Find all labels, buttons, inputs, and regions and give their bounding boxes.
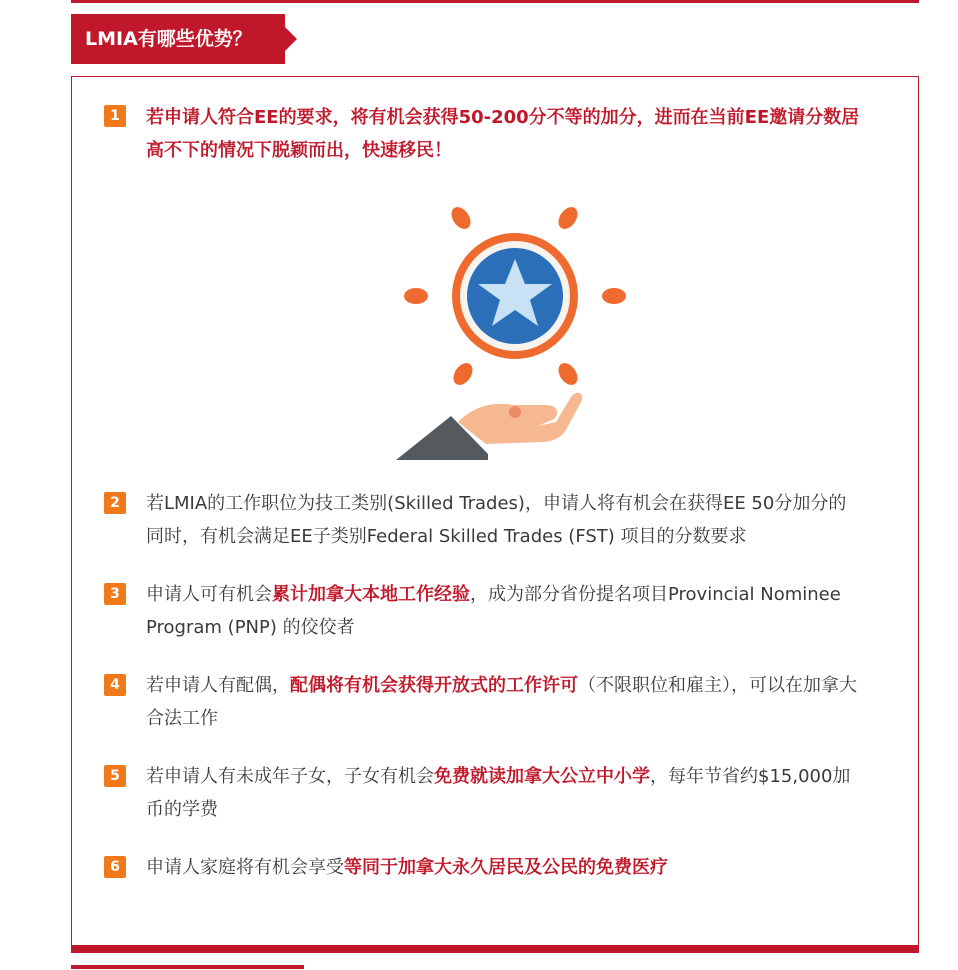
item-text-post: ，每年节省约$15,000加币的学费 — [146, 766, 851, 820]
item-text — [146, 578, 860, 644]
item-text-post: （不限职位和雇主），可以在加拿大合法工作 — [146, 675, 857, 729]
item-text-highlight: 等同于加拿大永久居民及公民的免费医疗 — [344, 857, 668, 878]
star-badge-illustration — [396, 192, 654, 472]
item-text-pre: 若申请人有未成年子女，子女有机会 — [146, 766, 434, 787]
item-text-highlight: 免费就读加拿大公立中小学 — [434, 766, 650, 787]
item-text-pre: 申请人家庭将有机会享受 — [146, 857, 344, 878]
item-text-pre: 若申请人有配偶， — [146, 675, 290, 696]
footer-accent-line — [71, 965, 304, 969]
item-text — [146, 669, 860, 735]
item-number-badge: 4 — [104, 674, 126, 696]
top-divider — [71, 0, 919, 3]
section-title-tag — [71, 14, 285, 64]
item-number-badge: 6 — [104, 856, 126, 878]
item-text-highlight: 累计加拿大本地工作经验 — [272, 584, 470, 605]
section-title: LMIA有哪些优势？ — [85, 28, 252, 50]
item-text-pre: 申请人可有机会 — [146, 584, 272, 605]
item-number-badge: 5 — [104, 765, 126, 787]
item-text: 若LMIA的工作职位为技工类别(Skilled Trades)，申请人将有机会在获得EE 50分加分的同时，有机会满足EE子类别Federal Skilled Trades (FST) 项目的分数要求 — [146, 493, 847, 547]
item-number-badge: 2 — [104, 492, 126, 514]
item-text-highlight: 配偶将有机会获得开放式的工作许可 — [290, 675, 578, 696]
item-number-badge: 1 — [104, 105, 126, 127]
item-text: 若申请人符合EE的要求，将有机会获得50-200分不等的加分，进而在当前EE邀请分数居高不下的情况下脱颖而出，快速移民！ — [146, 107, 860, 161]
item-number-badge: 3 — [104, 583, 126, 605]
item-text — [146, 851, 860, 884]
item-text-post: ，成为部分省份提名项目Provincial Nominee Program (PNP) 的佼佼者 — [146, 584, 841, 638]
item-text — [146, 760, 860, 826]
star-badge-in-hand-icon — [396, 192, 654, 472]
bottom-divider-bar — [71, 945, 919, 953]
